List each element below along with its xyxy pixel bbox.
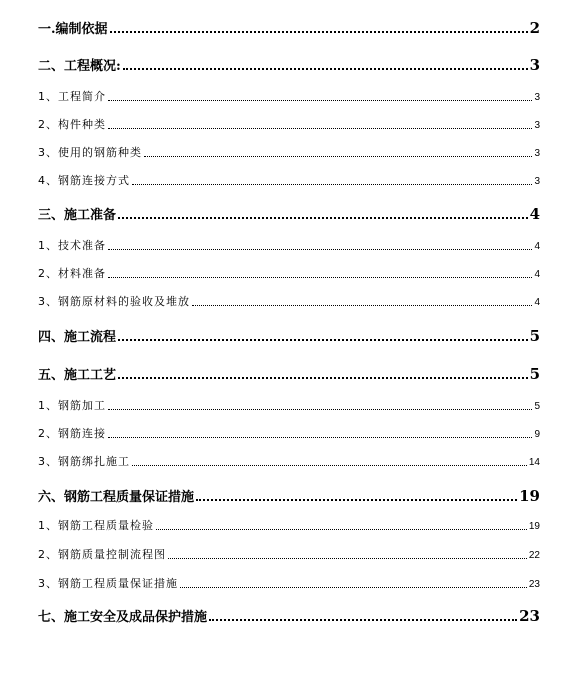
toc-entry-title: 3、钢筋原材料的验收及堆放 [38,295,190,308]
toc-entry[interactable] [38,237,540,253]
dot-leader [108,249,532,250]
toc-entry-page: 2 [529,19,540,37]
dot-leader [196,499,517,501]
toc-entry-page: 14 [528,457,540,468]
dot-leader [118,217,528,219]
dot-leader [180,587,527,588]
dot-leader [144,156,532,157]
toc-entry[interactable] [38,18,540,37]
toc-entry-title: 三、施工准备 [38,208,117,223]
dot-leader [192,305,532,306]
toc-entry-page: 23 [519,607,540,625]
dot-leader [118,377,528,379]
toc-entry-page: 5 [529,327,540,345]
toc-entry-page: 3 [534,176,540,187]
toc-entry-title: 二、工程概况: [38,59,121,74]
toc-entry-page: 4 [534,269,540,280]
dot-leader [123,68,528,70]
toc-entry[interactable] [38,425,540,441]
toc-entry[interactable] [38,88,540,104]
toc-entry[interactable] [38,397,540,413]
toc-entry[interactable] [38,606,540,625]
toc-entry-title: 3、钢筋工程质量保证措施 [38,577,178,590]
dot-leader [108,128,532,129]
toc-entry-page: 5 [534,401,540,412]
toc-entry-title: 五、施工工艺 [38,368,117,383]
toc-entry[interactable] [38,204,540,223]
toc-entry[interactable] [38,517,540,533]
toc-entry-page: 5 [529,365,540,383]
dot-leader [132,184,532,185]
toc-entry-title: 七、施工安全及成品保护措施 [38,610,208,625]
dot-leader [110,31,528,33]
toc-entry[interactable] [38,326,540,345]
toc-entry-page: 23 [528,579,540,590]
toc-entry[interactable] [38,55,540,74]
toc-entry-title: 2、构件种类 [38,118,106,131]
toc-entry-page: 19 [528,521,540,532]
toc-entry[interactable] [38,293,540,309]
dot-leader [108,100,532,101]
toc-entry-title: 1、钢筋工程质量检验 [38,519,154,532]
toc-entry-title: 2、材料准备 [38,267,106,280]
toc-entry-title: 3、使用的钢筋种类 [38,146,142,159]
toc-entry-title: 一.编制依据 [38,22,108,37]
toc-entry-page: 3 [534,92,540,103]
toc-entry-title: 四、施工流程 [38,330,117,345]
dot-leader [209,619,517,621]
toc-entry[interactable] [38,144,540,160]
toc-entry-page: 9 [534,429,540,440]
toc-entry-title: 4、钢筋连接方式 [38,174,130,187]
toc-entry-page: 3 [534,120,540,131]
dot-leader [156,529,527,530]
toc-entry[interactable] [38,486,540,505]
toc-entry[interactable] [38,116,540,132]
dot-leader [108,409,532,410]
toc-entry[interactable] [38,364,540,383]
toc-entry-page: 22 [528,550,540,561]
toc-entry-title: 1、钢筋加工 [38,399,106,412]
dot-leader [168,558,527,559]
toc-entry-page: 3 [529,56,540,74]
toc-entry-page: 3 [534,148,540,159]
toc-entry-title: 六、钢筋工程质量保证措施 [38,490,195,505]
toc-entry-title: 3、钢筋绑扎施工 [38,455,130,468]
toc-entry-page: 4 [534,241,540,252]
toc-entry[interactable] [38,453,540,469]
dot-leader [132,465,527,466]
dot-leader [108,437,532,438]
toc-entry-title: 1、工程简介 [38,90,106,103]
toc-entry-page: 19 [519,487,540,505]
toc-entry-title: 2、钢筋连接 [38,427,106,440]
toc-entry-title: 2、钢筋质量控制流程图 [38,548,166,561]
dot-leader [118,339,528,341]
dot-leader [108,277,532,278]
toc-entry-title: 1、技术准备 [38,239,106,252]
toc-entry[interactable] [38,546,540,562]
toc-entry-page: 4 [529,205,540,223]
toc-entry-page: 4 [534,297,540,308]
toc-entry[interactable] [38,575,540,591]
toc-entry[interactable] [38,265,540,281]
toc-entry[interactable] [38,172,540,188]
